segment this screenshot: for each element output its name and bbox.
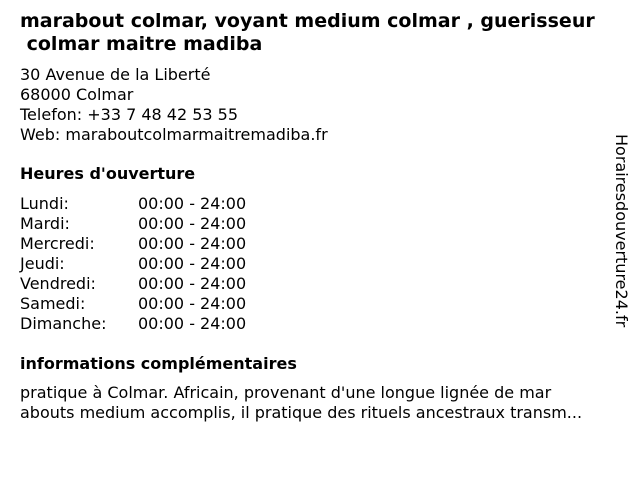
hours-time: 00:00 - 24:00 xyxy=(138,214,247,233)
hours-day: Mercredi: xyxy=(20,234,95,253)
address-city: 68000 Colmar xyxy=(20,85,134,104)
website-link[interactable]: Web: maraboutcolmarmaitremadiba.fr xyxy=(20,125,328,144)
business-title xyxy=(20,10,620,56)
hours-row-tuesday xyxy=(20,214,246,234)
hours-time: 00:00 - 24:00 xyxy=(138,254,247,273)
hours-row-sunday xyxy=(20,314,246,334)
phone-number[interactable]: Telefon: +33 7 48 42 53 55 xyxy=(20,105,239,124)
business-title-line-1: marabout colmar, voyant medium colmar , guerisseur xyxy=(20,10,595,32)
hours-day: Vendredi: xyxy=(20,274,96,293)
hours-row-thursday xyxy=(20,254,246,274)
hours-time: 00:00 - 24:00 xyxy=(138,274,247,293)
business-description xyxy=(20,383,630,423)
additional-info-heading: informations complémentaires xyxy=(20,354,297,373)
hours-row-friday xyxy=(20,274,246,294)
hours-time: 00:00 - 24:00 xyxy=(138,194,247,213)
hours-day: Lundi: xyxy=(20,194,69,213)
hours-day: Dimanche: xyxy=(20,314,107,333)
opening-hours-heading: Heures d'ouverture xyxy=(20,164,196,183)
hours-day: Jeudi: xyxy=(20,254,65,273)
opening-hours-table xyxy=(20,194,246,334)
site-watermark: Horairesdouverture24.fr xyxy=(612,134,631,328)
hours-time: 00:00 - 24:00 xyxy=(138,234,247,253)
address-street: 30 Avenue de la Liberté xyxy=(20,65,211,84)
hours-day: Mardi: xyxy=(20,214,70,233)
contact-block xyxy=(20,65,328,145)
hours-row-monday xyxy=(20,194,246,214)
hours-day: Samedi: xyxy=(20,294,86,313)
hours-time: 00:00 - 24:00 xyxy=(138,294,247,313)
business-title-line-2: colmar maitre madiba xyxy=(20,33,263,55)
description-line-1: pratique à Colmar. Africain, provenant d'une longue lignée de mar xyxy=(20,383,552,402)
hours-row-wednesday xyxy=(20,234,246,254)
hours-row-saturday xyxy=(20,294,246,314)
hours-time: 00:00 - 24:00 xyxy=(138,314,247,333)
description-line-2: abouts medium accomplis, il pratique des rituels ancestraux transm... xyxy=(20,403,583,422)
